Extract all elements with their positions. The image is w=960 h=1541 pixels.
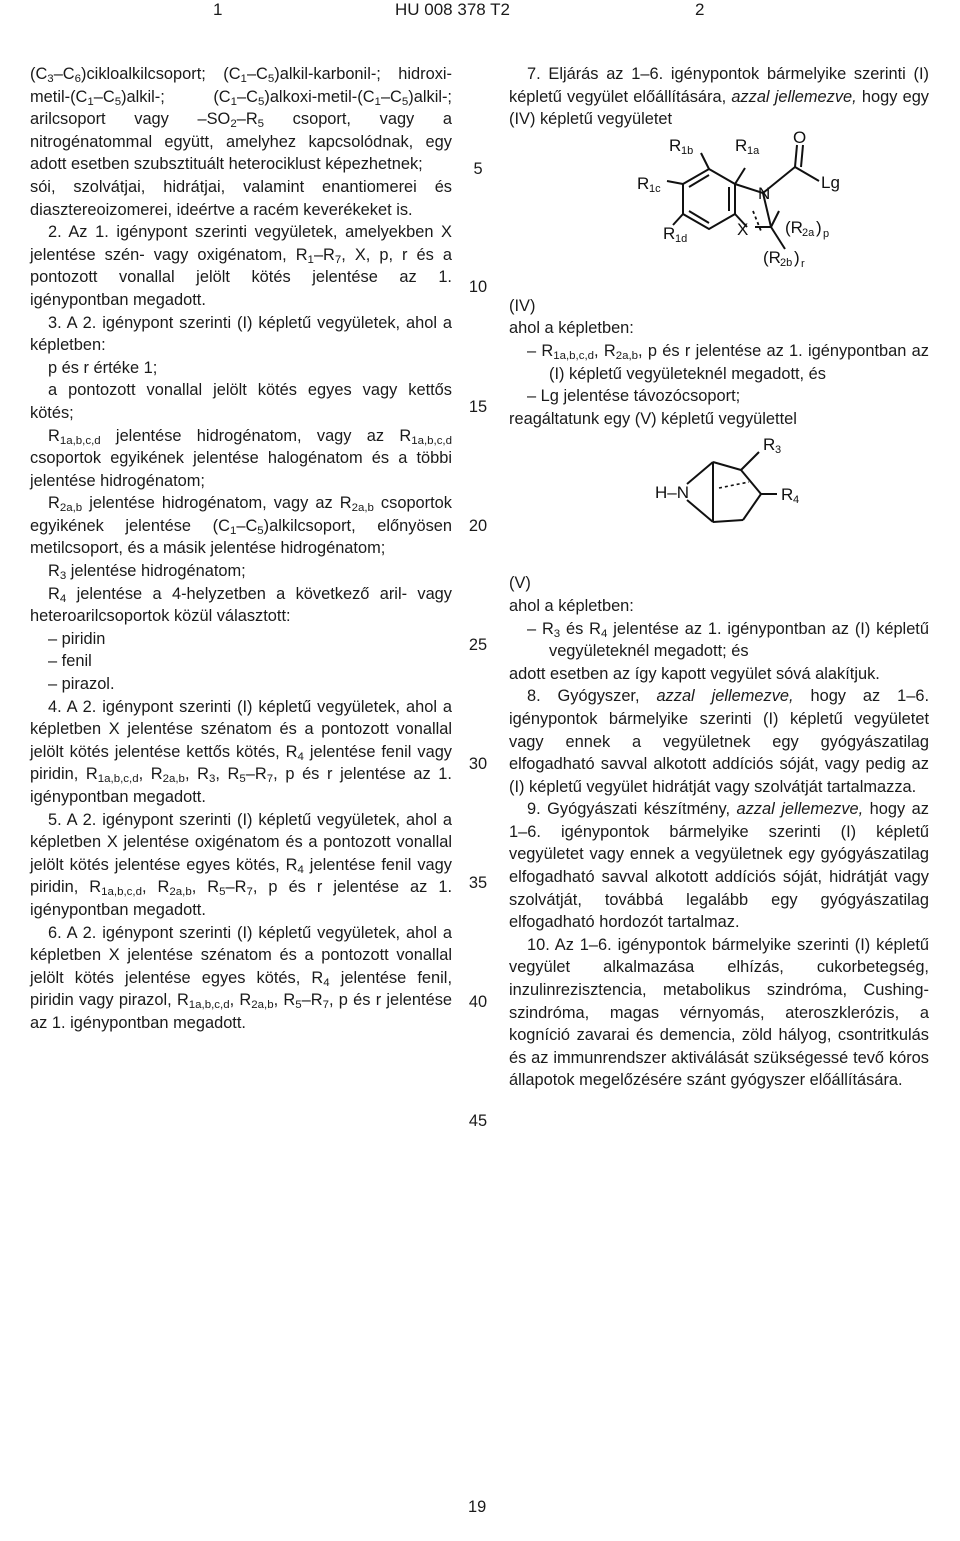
atom-label: R	[637, 173, 650, 193]
line-number: 25	[468, 636, 488, 654]
atom-label: (R	[785, 217, 803, 237]
where-clause-v: ahol a képletben:	[509, 596, 634, 615]
line-number: 45	[468, 1112, 488, 1130]
formula-v-diagram	[509, 430, 929, 572]
where-item: – $R_3$ és $R_4$ jelentése az 1. igénypontban az (I) képletű vegyületeknél megadott; és	[527, 619, 929, 661]
atom-label: H–N	[655, 483, 690, 503]
atom-label: 1b	[681, 144, 694, 157]
atom-label: 2a	[802, 226, 815, 239]
header-document-id: HU 008 378 T2	[395, 0, 510, 19]
claim-9: 9. Gyógyászati készítmény, azzal jellemezve, hogy az 1–6. igénypontok bármelyike szerinti (I) képletű vegyületet vagy ennek a vegyületnek egy gyógyászatilag elfogadható savval alkotott addíciós sóját, hidrátját vagy szolvátját, továbbá legalább egy gyógyászatilag elfogadható hordozót tartalmaz.	[509, 800, 929, 932]
line-number: 10	[468, 278, 488, 296]
list-item: – fenil	[48, 652, 92, 671]
claim-2: 2. Az 1. igénypont szerinti vegyületek, amelyekben X jelentése szén- vagy oxigénatom, $R_1-R_7$, X, p, r és a pontozott vonallal jelölt kötés jelentése az 1. igénypontban megadott.	[30, 223, 452, 309]
left-column	[30, 63, 452, 1035]
salts-paragraph: sói, szolvátjai, hidrátjai, valamint enantiomerei és diasztereoizomerei, ideértve a racém keverékeket is.	[30, 177, 452, 219]
salt-formation-text: adott esetben az így kapott vegyület sóvá alakítjuk.	[509, 664, 880, 683]
atom-label: Lg	[821, 172, 840, 192]
line-number: 5	[473, 160, 483, 178]
substituent-list-paragraph: $(C_3-C_6)cikloalkilcsoport$; $(C_1-C_5)alkil-karbonil-$; hidroxi-$metil-(C_1-C_5)alkil-$; $(C_1-C_5)alkoxi-metil-(C_1-C_5)alkil-$; arilcsoport vagy $-SO_2-R_5$ csoport, vagy a nitrogénatommal együtt, amelyhez kapcsolódnak, egy adott esetben szubsztituált heterociklust képezhetnek;	[30, 65, 453, 174]
claim-6: 6. A 2. igénypont szerinti (I) képletű vegyületek, ahol a képletben X jelentése szénatom és a pontozott vonallal jelölt kötés jelentése egyes kötés, $R_4$ jelentése fenil, piridin vagy pirazol, $R_{1a,b,c,d}$, $R_{2a,b}$, $R_5-R_7$, p és r jelentése az 1. igénypontban megadott.	[30, 923, 453, 1032]
claim-3-p-r: p és r értéke 1;	[48, 358, 158, 377]
atom-label: r	[801, 257, 805, 270]
claim-10: 10. Az 1–6. igénypontok bármelyike szerinti (I) képletű vegyület alkalmazása elhízás, cukorbetegség, inzulinrezisztencia, metabolikus szindróma, Cushing-szindróma, magas vérnyomás, ateroszklerózis, a kogníció zavarai és demencia, zöld hályog, csontritkulás és az immunrendszer aktiválását szükségessé tevő kóros állapotok megelőzésére szánt gyógyszer előállítására.	[509, 935, 929, 1090]
atom-label: 1a	[747, 144, 760, 157]
atom-label: R	[735, 135, 748, 155]
atom-label: O	[793, 130, 807, 147]
atom-label: (R	[763, 247, 781, 267]
claim-5: 5. A 2. igénypont szerinti (I) képletű vegyületek, ahol a képletben X jelentése oxigénatom és a pontozott vonallal jelölt kötés jelentése egyes kötés, $R_4$ jelentése fenil vagy piridin, $R_{1a,b,c,d}$, $R_{2a,b}$, $R_5-R_7$, p és r jelentése az 1. igénypontban megadott.	[30, 810, 452, 919]
atom-label: 4	[793, 494, 800, 507]
page-number: 19	[468, 1498, 487, 1516]
atom-label: )	[794, 247, 800, 267]
where-item: – $R_{1a,b,c,d}$, $R_{2a,b}$, p és r jelentése az 1. igénypontban az (I) képletű vegyületeknél megadott, és	[527, 341, 929, 383]
claim-3-r4: $R_4$ jelentése a 4-helyzetben a következő aril- vagy heteroarilcsoportok közül választott:	[30, 584, 452, 626]
line-number: 20	[468, 517, 488, 535]
claim-8: 8. Gyógyszer, azzal jellemezve, hogy az 1–6. igénypontok bármelyike szerinti (I) képletű vegyületet vagy ennek a vegyületnek egy gyógyászatilag elfogadható savval alkotott addíciós sóját, vagy pedig az (I) képletű vegyület hidrátját vagy szolvátját tartalmazza.	[509, 687, 929, 796]
atom-label: 1d	[675, 232, 688, 245]
formula-iv-label: (IV)	[509, 296, 536, 315]
formula-iv-diagram	[509, 131, 929, 295]
line-number: 30	[468, 755, 488, 773]
atom-label: R	[763, 435, 776, 455]
claim-3-r2: $R_{2a,b}$ jelentése hidrogénatom, vagy az $R_{2a,b}$ csoportok egyikének jelentése $(C_1-C_5)alkilcsoport$, előnyösen metilcsoport, és a másik jelentése hidrogénatom;	[30, 494, 453, 558]
atom-label: p	[823, 227, 830, 240]
list-item: – pirazol.	[48, 675, 115, 694]
right-column	[509, 63, 929, 1092]
claim-3-r1: $R_{1a,b,c,d}$ jelentése hidrogénatom, vagy az $R_{1a,b,c,d}$ csoportok egyikének jelentése halogénatom és a többi jelentése hidrogénatom;	[30, 426, 452, 490]
line-number: 35	[468, 874, 488, 892]
header-page-left: 1	[213, 0, 223, 19]
atom-label: R	[663, 223, 676, 243]
atom-label: 3	[775, 444, 782, 457]
atom-label: X	[737, 219, 749, 239]
line-number: 15	[468, 398, 488, 416]
formula-v-label: (V)	[509, 574, 531, 593]
claim-7: 7. Eljárás az 1–6. igénypontok bármelyike szerinti (I) képletű vegyület előállítására, azzal jellemezve, hogy egy (IV) képletű vegyületet	[509, 65, 929, 129]
list-item: – piridin	[48, 629, 106, 648]
claim-3-bond: a pontozott vonallal jelölt kötés egyes vagy kettős kötés;	[30, 381, 452, 422]
claim-4: 4. A 2. igénypont szerinti (I) képletű vegyületek, ahol a képletben X jelentése szénatom és a pontozott vonallal jelölt kötés jelentése kettős kötés, $R_4$ jelentése fenil vagy piridin, $R_{1a,b,c,d}$, $R_{2a,b}$, $R_3$, $R_5-R_7$, p és r jelentése az 1. igénypontban megadott.	[30, 697, 453, 806]
where-item: – Lg jelentése távozócsoport;	[527, 387, 741, 406]
atom-label: R	[781, 485, 794, 505]
line-number: 40	[468, 993, 488, 1011]
atom-label: 1c	[649, 182, 661, 195]
claim-3: 3. A 2. igénypont szerinti (I) képletű vegyületek, ahol a képletben:	[30, 313, 452, 355]
where-clause-iv: ahol a képletben:	[509, 319, 634, 338]
formula-iv-structure	[509, 131, 929, 295]
header-page-right: 2	[695, 0, 705, 19]
atom-label: N	[758, 183, 771, 203]
claim-3-r3: $R_3$ jelentése hidrogénatom;	[48, 562, 246, 583]
atom-label: 2b	[780, 256, 793, 269]
reaction-text: reagáltatunk egy (V) képletű vegyülettel	[509, 409, 797, 428]
formula-v-structure	[509, 430, 929, 572]
atom-label: )	[816, 217, 822, 237]
atom-label: R	[669, 135, 682, 155]
